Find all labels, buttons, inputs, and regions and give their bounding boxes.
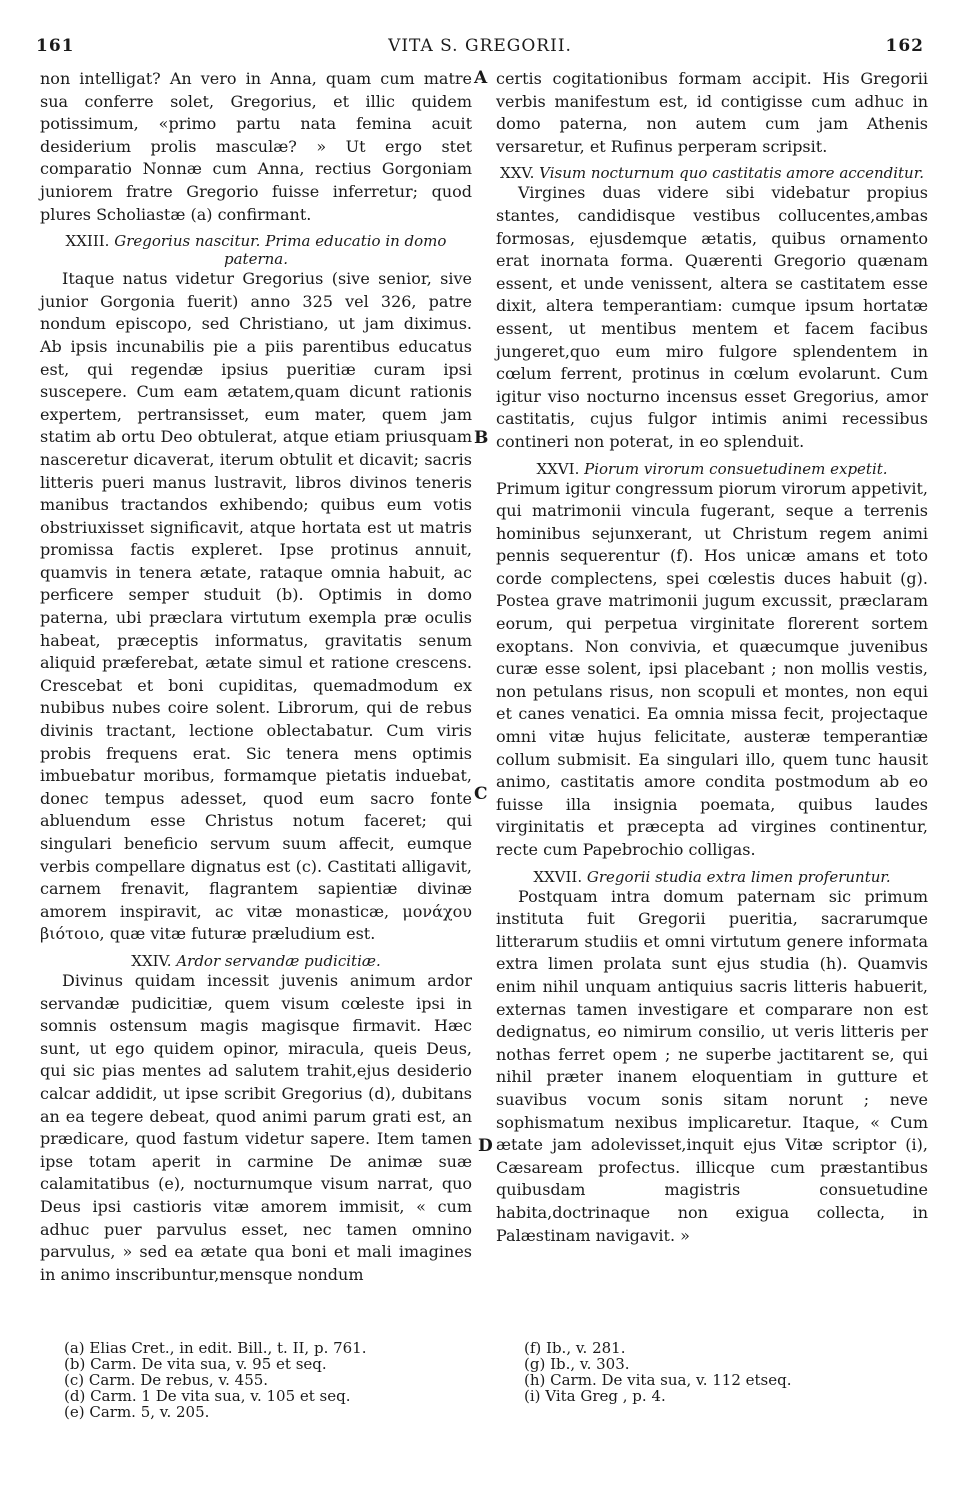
section-heading <box>496 164 928 182</box>
page-number-left: 161 <box>36 36 75 56</box>
paragraph: non intelligat? An vero in Anna, quam cum matre sua conferre solet, Gregorius, et illic quidem potissimum, «primo partu nata femina acuit desiderium prolis masculæ? » Ut ergo stet comparatio Nonnæ cum Anna, rectius Gorgoniam juniorem fratre Gregorio fuisse inferretur; quod plures Scholiastæ (a) confirmant. <box>40 69 472 224</box>
section-number: XXVI. <box>536 459 580 478</box>
margin-marker-c: C <box>474 784 488 804</box>
paragraph: Primum igitur congressum piorum virorum appetivit, qui matrimonii vincula fugerant, seque a terrenis hominibus sejunxerant, ut Christum regem animi pennis sequerentur (f). Hos unicæ amans et toto corde complectens, spei cœlestis duces habuit (g). Postea grave matrimonii jugum excussit, præclaram eorum, qui perpetua virginitate florerent sortem exoptans. Non convivia, et quæcumque juvenibus curæ esse solent, ipsi placebant ; non mollis vestis, non petulans risus, non scopuli et montes, non equi et canes venatici. Ea omnia missa fecit, projectaque omni vitæ hujus felicitate, austeræ temperantiæ collum submisit. Ea singulari illo, quem tunc hausit animo, castitatis amore condita postmodum ab eo fuisse illa insignia poemata, quibus laudes virginitatis et præcepta ad virgines continentur, recte cum Papebrochio colligas. <box>496 478 929 859</box>
margin-marker-d: D <box>478 1136 493 1156</box>
running-header <box>36 36 924 60</box>
margin-marker-a: A <box>474 68 488 88</box>
section-title: Gregorii studia extra limen proferuntur. <box>586 867 891 886</box>
running-title: VITA S. GREGORII. <box>388 36 572 56</box>
page-number-right: 162 <box>885 36 924 56</box>
section-number: XXV. <box>500 164 535 183</box>
section-title: Piorum virorum consuetudinem expetit. <box>584 459 888 478</box>
section-heading <box>496 868 928 886</box>
section-title: Visum nocturnum quo castitatis amore accenditur. <box>539 164 924 183</box>
footnotes-right <box>524 1340 924 1404</box>
section-title: Ardor servandæ pudicitiæ. <box>176 951 381 970</box>
paragraph: Itaque natus videtur Gregorius (sive senior, sive junior Gorgonia fuerit) anno 325 vel 326, patre nondum episcopo, sed Christiano, ut jam diximus. Ab ipsis incunabilis pie a piis parentibus educatus est, qui regendæ ipsius pueritiæ curam ipsi suscepere. Cum eam ætatem,quam dicunt rationis expertem, pertransisset, eum mater, quem jam statim ab ortu Deo obtulerat, atque etiam priusquam nasceretur dicaverat, iterum obtulit et dicavit; sacris litteris pueri manus lustravit, libros divinos teneris manibus tractandos exhibendo; quibus eum votis obstriuxisset significavit, atque hortata est ut matris promissa factis expleret. Ipse protinus annuit, quamvis in tenera ætate, rataque omnia habuit, ac perficere semper studuit (b). Optimis in domo paterna, ubi præclara virtutum exempla præ oculis habeat, præceptis informatus, gravitatis senum aliquid præferebat, ætate simul et ratione crescens. Crescebat et boni cupiditas, quemadmodum ex nubibus nubes coire solent. Librorum, qui de rebus divinis tractant, lectione oblectabatur. Cum viris probis frequens erat. Sic tenera mens optimis imbuebatur moribus, formamque pietatis induebat, donec tempus adesset, quod eum sacro fonte abluendum esse Christus notum faceret; qui singulari beneficio servum suum affecit, eumque verbis compellare dignatus est (c). Castitati alligavit, carnem frenavit, flagrantem sapientiæ divinæ amorem inspiravit, ac vitæ monasticæ, μονάχου βιότοιο, quæ vitæ futuræ præludium est. <box>40 269 472 944</box>
footnote: (b) Carm. De vita sua, v. 95 et seq. <box>64 1355 327 1373</box>
section-heading <box>40 232 472 268</box>
footnote: (h) Carm. De vita sua, v. 112 etseq. <box>524 1371 792 1389</box>
section-number: XXIV. <box>131 951 172 970</box>
paragraph: Divinus quidam incessit juvenis animum ardor servandæ pudicitiæ, quem visum cœleste ipsi in somnis ostensum magis magisque firmavit. Hæc sunt, ut ego quidem opinor, miracula, queis Deus, qui sic pias mentes ad salutem trahit,ejus desiderio calcar addidit, ut ipse scribit Gregorius (d), dubitans an ea tegere debeat, quod animi parum grati est, an prædicare, quod fastum videtur sapere. Item tamen ipse totam aperit in carmine De animæ suæ calamitatibus (e), nocturnumque visum narrat, quo Deus ipsi castioris vitæ amorem immisit, « cum adhuc puer parvulus esset, nec tamen omnino parvulus, » sed ea ætate qua boni et mali imagines in animo inscribuntur,mensque nondum <box>40 970 472 1284</box>
margin-marker-b: B <box>474 428 489 448</box>
section-number: XXVII. <box>533 867 583 886</box>
footnote: (f) Ib., v. 281. <box>524 1339 626 1357</box>
footnote: (d) Carm. 1 De vita sua, v. 105 et seq. <box>64 1387 351 1405</box>
footnote: (c) Carm. De rebus, v. 455. <box>64 1371 269 1389</box>
footnotes-left <box>64 1340 464 1420</box>
footnote: (g) Ib., v. 303. <box>524 1355 630 1373</box>
section-number: XXIII. <box>65 232 110 251</box>
paragraph: Postquam intra domum paternam sic primum instituta fuit Gregorii pueritia, sacrarumque litterarum studiis et omni virtutum genere informata extra limen prolata sunt ejus studia (h). Quamvis enim nihil unquam antiquius sacris litteris habuerit, externas tamen investigare et comparare non est dedignatus, eo nimirum consilio, ut veris litteris per nothas ferret opem ; ne superbe jactitarent se, qui nihil præter inanem eloquentiam in gutture et suavibus vocum sonis sitam norunt ; neve sophismatum nexibus implicaretur. Itaque, « Cum ætate jam adolevisset,inquit ejus Vitæ scriptor (i), Cæsaream profectus. illicque cum præstantibus quibusdam magistris consuetudine habita,doctrinaque non exigua collecta, in Palæstinam navigavit. » <box>496 886 928 1245</box>
section-heading <box>40 952 472 970</box>
section-title: Gregorius nascitur. Prima educatio in domo paterna. <box>114 232 447 269</box>
paragraph: Virgines duas videre sibi videbatur propius stantes, candidisque vestibus collucentes,ambas formosas, ejusdemque ætatis, quibus ornamento erat inornata forma. Quærenti Gregorio quænam essent, et unde venissent, altera se castitatem esse dixit, altera temperantiam: cumque ipsum hortatæ essent, ut mentibus mentem et facem facibus jungeret,quo eum miro fulgore splendentem in cœlum ferrent, protinus in cœlum evolarunt. Cum igitur viso nocturno incensus esset Gregorius, amor castitatis, cujus fulgor intimis animi recessibus contineri non poterat, in eo splenduit. <box>496 183 928 451</box>
right-column <box>496 68 928 1247</box>
footnote: (i) Vita Greg , p. 4. <box>524 1387 666 1405</box>
paragraph: certis cogitationibus formam accipit. His Gregorii verbis manifestum est, id contigisse cum adhuc in domo paterna, non autem cum jam Athenis versaretur, et Rufinus perperam scripsit. <box>496 69 928 156</box>
left-column <box>40 68 472 1286</box>
section-heading <box>496 460 928 478</box>
footnote: (a) Elias Cret., in edit. Bill., t. II, p. 761. <box>64 1339 367 1357</box>
footnote: (e) Carm. 5, v. 205. <box>64 1403 210 1421</box>
